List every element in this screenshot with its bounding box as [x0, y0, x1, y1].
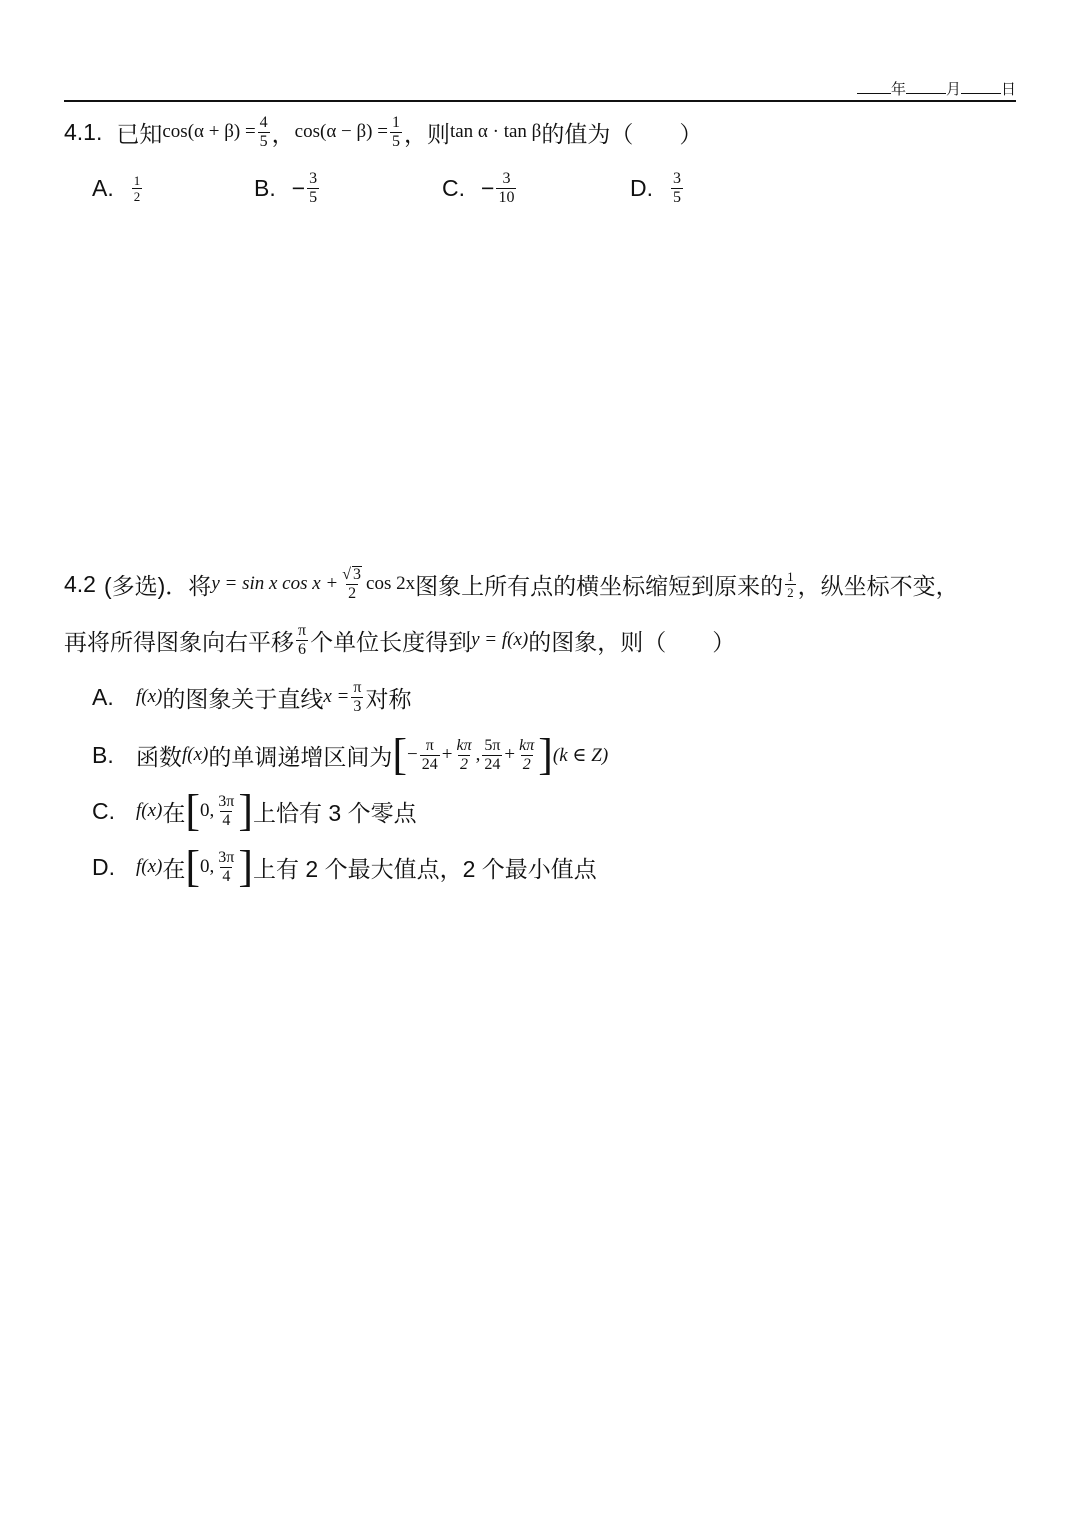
numerator: 1 — [391, 113, 400, 131]
option-text: 在 — [162, 799, 186, 826]
option-label: C. — [442, 174, 465, 201]
denominator: 4 — [222, 867, 231, 885]
q1-cond1: cos(α + β) = — [162, 121, 256, 142]
numerator: 3π — [218, 848, 235, 866]
option-fraction — [496, 171, 516, 206]
q2-option-b[interactable] — [92, 728, 608, 782]
numerator: 1 — [787, 568, 794, 584]
q2-text2: ，纵坐标不变， — [797, 572, 959, 599]
q1-sep: ， — [271, 120, 295, 147]
day-label: 日 — [1000, 81, 1016, 98]
denominator: 5 — [673, 188, 681, 206]
question-4-2-stem-line2 — [64, 614, 735, 666]
numerator: kπ — [519, 736, 535, 754]
plus-sign: + — [441, 744, 453, 765]
question-4-1-stem — [64, 108, 702, 156]
q1-ask-expr: tan α · tan β — [449, 121, 542, 142]
q2-option-d[interactable] — [92, 840, 597, 894]
year-blank — [857, 81, 891, 94]
q2-func-a: y = sin x cos x + — [211, 573, 339, 594]
right-bracket: ] — [538, 730, 553, 779]
day-blank — [961, 81, 1001, 94]
interval-start: 0, — [200, 800, 215, 821]
denominator: 24 — [421, 755, 438, 773]
numerator: π — [298, 621, 307, 639]
equation: x = — [323, 686, 350, 707]
option-label: C. — [92, 797, 115, 824]
numerator: 3 — [309, 169, 318, 187]
option-sign: − — [291, 174, 306, 201]
option-text: 的单调递增区间为 — [208, 743, 393, 770]
option-text: 对称 — [365, 685, 412, 712]
option-label: D. — [630, 174, 653, 201]
numerator: 3 — [502, 169, 511, 187]
option-sign: − — [481, 174, 495, 201]
option-text: 在 — [162, 855, 186, 882]
q2-shift-fraction — [296, 623, 308, 658]
option-label: A. — [92, 683, 114, 710]
denominator: 3 — [353, 697, 362, 715]
month-blank — [906, 81, 946, 94]
option-text: 的图象关于直线 — [162, 685, 324, 712]
numerator: kπ — [456, 736, 472, 754]
q2-line2-c: 的图象，则（ ） — [528, 628, 736, 655]
numerator: π — [425, 736, 434, 754]
right-bracket: ] — [238, 786, 254, 835]
denominator: 2 — [460, 755, 469, 773]
q1-cond2-fraction — [390, 115, 402, 150]
q2-line2-a: 再将所得图象向右平移 — [64, 628, 294, 655]
denominator: 2 — [348, 585, 357, 602]
denominator: 2 — [522, 755, 531, 773]
left-bracket: [ — [392, 730, 408, 779]
numerator: 4 — [259, 113, 268, 131]
interval-fraction — [420, 738, 440, 773]
denominator: 10 — [498, 188, 515, 206]
option-fraction — [671, 171, 683, 206]
function-symbol: f(x) — [182, 744, 209, 765]
option-text: 上恰有 3 个零点 — [253, 799, 417, 826]
option-fraction — [132, 174, 143, 203]
option-label: A. — [92, 174, 114, 201]
option-label: B. — [92, 741, 114, 768]
numerator: 5π — [484, 736, 501, 754]
year-label: 年 — [890, 81, 906, 98]
numerator: 3π — [218, 792, 235, 810]
minus-sign: − — [407, 744, 418, 765]
q1-cond1-fraction — [258, 115, 270, 150]
q2-number: 4.2 — [64, 570, 96, 597]
right-bracket: ] — [238, 842, 254, 891]
question-4-2-stem-line1 — [64, 556, 959, 612]
q1-number: 4.1. — [64, 118, 103, 145]
q1-option-b[interactable] — [254, 171, 442, 206]
q2-half-fraction — [785, 570, 796, 599]
q2-func-b: cos 2x — [366, 573, 416, 594]
option-text: 上有 2 个最大值点，2 个最小值点 — [253, 855, 597, 882]
q2-sqrt-fraction — [340, 566, 364, 602]
q1-cond2: cos(α − β) = — [294, 121, 388, 142]
interval-fraction — [482, 738, 502, 773]
denominator: 2 — [133, 188, 141, 204]
denominator: 24 — [484, 755, 501, 773]
function-symbol: f(x) — [136, 856, 163, 877]
numerator: 3 — [673, 169, 681, 187]
q1-lead: 已知 — [116, 120, 163, 147]
interval-fraction — [216, 850, 236, 885]
option-label: D. — [92, 853, 115, 880]
numerator: 1 — [133, 172, 141, 188]
function-symbol: f(x) — [136, 686, 163, 707]
radicand: 3 — [353, 566, 362, 583]
q2-line2-b: 个单位长度得到 — [310, 628, 472, 655]
numerator: π — [353, 678, 362, 696]
interval-start: 0, — [200, 856, 215, 877]
q2-option-c[interactable] — [92, 784, 417, 838]
denominator: 5 — [309, 188, 318, 206]
numerator: √ 3 — [342, 566, 362, 583]
plus-sign: + — [504, 744, 516, 765]
question-4-1-options — [92, 164, 685, 212]
q2-line2-func: y = f(x) — [471, 629, 529, 650]
q2-text1: 图象上所有点的横坐标缩短到原来的 — [415, 572, 784, 599]
header-rule — [64, 100, 1016, 102]
date-line — [857, 78, 1016, 99]
denominator: 5 — [259, 132, 268, 150]
interval-fraction — [216, 794, 236, 829]
left-bracket: [ — [185, 786, 201, 835]
domain-condition: (k ∈ Z) — [552, 744, 609, 766]
left-bracket: [ — [185, 842, 201, 891]
option-label: B. — [254, 174, 276, 201]
q1-ask-pre: ，则 — [403, 120, 450, 147]
function-symbol: f(x) — [136, 800, 163, 821]
denominator: 5 — [391, 132, 400, 150]
q1-option-d[interactable] — [630, 171, 685, 206]
q2-tag: (多选)．将 — [103, 572, 212, 599]
option-fraction — [351, 680, 363, 715]
q1-option-c[interactable] — [442, 171, 630, 206]
q1-option-a[interactable] — [92, 174, 254, 203]
denominator: 4 — [222, 811, 231, 829]
interval-fraction — [517, 738, 536, 773]
denominator: 2 — [787, 584, 794, 600]
q2-option-a[interactable] — [92, 672, 411, 722]
month-label: 月 — [945, 81, 961, 98]
q1-ask-post: 的值为（ ） — [541, 120, 703, 147]
comma: , — [475, 744, 481, 765]
option-fraction — [307, 171, 319, 206]
interval-fraction — [454, 738, 473, 773]
option-text: 函数 — [136, 743, 182, 770]
denominator: 6 — [298, 640, 307, 658]
